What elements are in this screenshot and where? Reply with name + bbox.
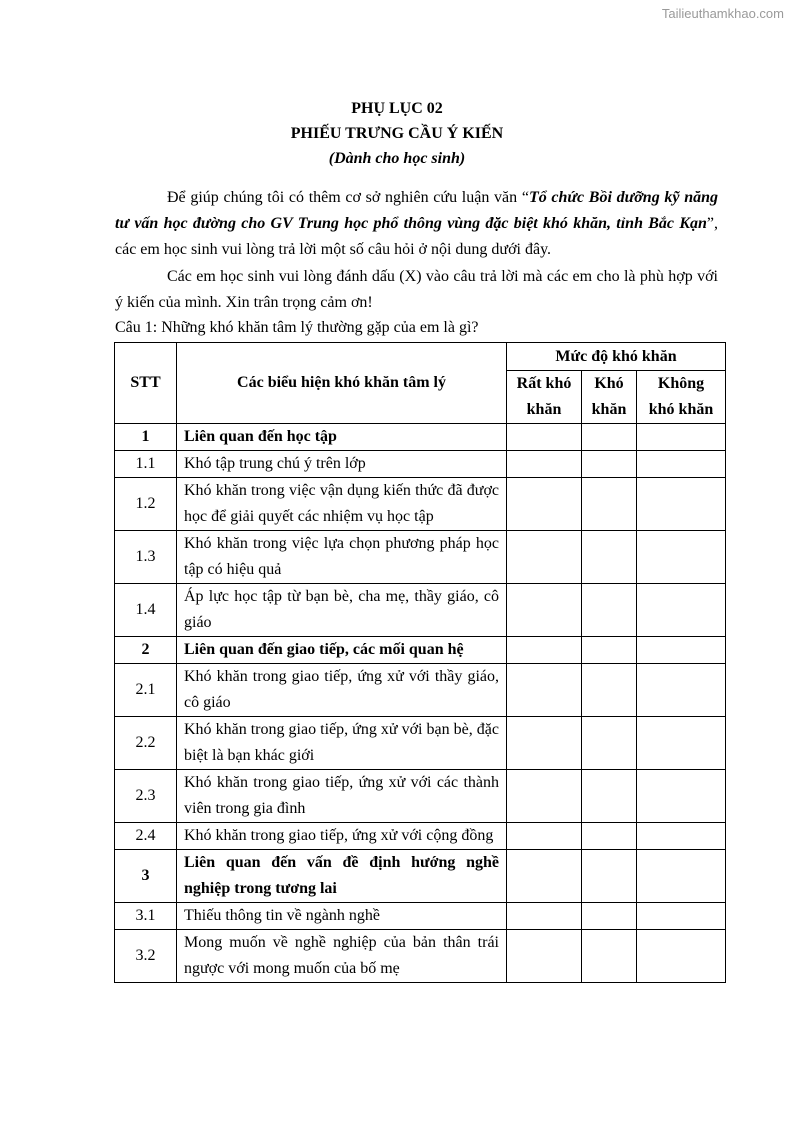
- instruction-text: Các em học sinh vui lòng đánh dấu (X) vào câu trả lời mà các em cho là phù hợp với ý kiến của mình. Xin trân trọng cảm ơn!: [115, 268, 718, 311]
- answer-cell-difficult[interactable]: [582, 478, 637, 531]
- table-row: [115, 584, 726, 637]
- answer-cell-not-difficult[interactable]: [637, 451, 726, 478]
- answer-cell-difficult[interactable]: [582, 770, 637, 823]
- row-description: Liên quan đến giao tiếp, các mối quan hệ: [177, 637, 507, 664]
- answer-cell-very-difficult[interactable]: [507, 717, 582, 770]
- answer-cell-not-difficult[interactable]: [637, 424, 726, 451]
- answer-cell-difficult[interactable]: [582, 664, 637, 717]
- instruction-paragraph: [115, 264, 718, 316]
- answer-cell-not-difficult[interactable]: [637, 664, 726, 717]
- answer-cell-difficult[interactable]: [582, 584, 637, 637]
- answer-cell-very-difficult[interactable]: [507, 584, 582, 637]
- answer-cell-very-difficult[interactable]: [507, 531, 582, 584]
- answer-cell-not-difficult[interactable]: [637, 584, 726, 637]
- row-stt: 1.1: [115, 451, 177, 478]
- table-row: [115, 770, 726, 823]
- table-group-row: [115, 637, 726, 664]
- row-stt: 1.4: [115, 584, 177, 637]
- answer-cell-not-difficult[interactable]: [637, 850, 726, 903]
- question-1: Câu 1: Những khó khăn tâm lý thường gặp của em là gì?: [115, 319, 479, 336]
- row-stt: 2.3: [115, 770, 177, 823]
- row-description: Mong muốn về nghề nghiệp của bản thân trái ngược với mong muốn của bố mẹ: [177, 930, 507, 983]
- row-stt: 3.2: [115, 930, 177, 983]
- table-row: [115, 903, 726, 930]
- table-row: [115, 531, 726, 584]
- row-description: Liên quan đến học tập: [177, 424, 507, 451]
- answer-cell-very-difficult[interactable]: [507, 451, 582, 478]
- row-description: Khó khăn trong giao tiếp, ứng xử với bạn bè, đặc biệt là bạn khác giới: [177, 717, 507, 770]
- header-description: Các biểu hiện khó khăn tâm lý: [177, 343, 507, 424]
- row-stt: 2.2: [115, 717, 177, 770]
- table-row: [115, 478, 726, 531]
- row-description: Áp lực học tập từ bạn bè, cha mẹ, thầy giáo, cô giáo: [177, 584, 507, 637]
- page-subtitle: (Dành cho học sinh): [328, 150, 466, 167]
- answer-cell-not-difficult[interactable]: [637, 770, 726, 823]
- row-stt: 2.1: [115, 664, 177, 717]
- survey-table: [114, 342, 726, 983]
- row-description: Khó khăn trong giao tiếp, ứng xử với cộng đồng: [177, 823, 507, 850]
- answer-cell-difficult[interactable]: [582, 850, 637, 903]
- answer-cell-difficult[interactable]: [582, 637, 637, 664]
- answer-cell-very-difficult[interactable]: [507, 930, 582, 983]
- table-group-row: [115, 424, 726, 451]
- row-stt: 1.2: [115, 478, 177, 531]
- answer-cell-difficult[interactable]: [582, 717, 637, 770]
- table-row: [115, 930, 726, 983]
- answer-cell-not-difficult[interactable]: [637, 823, 726, 850]
- answer-cell-not-difficult[interactable]: [637, 903, 726, 930]
- answer-cell-very-difficult[interactable]: [507, 478, 582, 531]
- answer-cell-very-difficult[interactable]: [507, 903, 582, 930]
- row-description: Khó khăn trong việc lựa chọn phương pháp học tập có hiệu quả: [177, 531, 507, 584]
- intro-paragraph: [115, 185, 718, 263]
- row-stt: 2: [115, 637, 177, 664]
- answer-cell-difficult[interactable]: [582, 451, 637, 478]
- watermark: Tailieuthamkhao.com: [661, 6, 784, 21]
- answer-cell-not-difficult[interactable]: [637, 930, 726, 983]
- answer-cell-not-difficult[interactable]: [637, 717, 726, 770]
- row-description: Khó khăn trong giao tiếp, ứng xử với các thành viên trong gia đình: [177, 770, 507, 823]
- row-description: Khó tập trung chú ý trên lớp: [177, 451, 507, 478]
- row-stt: 1: [115, 424, 177, 451]
- header-stt: STT: [115, 343, 177, 424]
- row-description: Khó khăn trong việc vận dụng kiến thức đã được học để giải quyết các nhiệm vụ học tập: [177, 478, 507, 531]
- document-header: [0, 96, 794, 171]
- thesis-title: Tổ chức Bồi dưỡng kỹ năng tư vấn học đường cho GV Trung học phổ thông vùng đặc biệt khó khăn, tỉnh Bắc Kạn: [115, 189, 718, 232]
- answer-cell-difficult[interactable]: [582, 930, 637, 983]
- header-level-difficult: Khó khăn: [582, 371, 637, 424]
- answer-cell-very-difficult[interactable]: [507, 770, 582, 823]
- answer-cell-not-difficult[interactable]: [637, 478, 726, 531]
- row-stt: 3: [115, 850, 177, 903]
- answer-cell-very-difficult[interactable]: [507, 424, 582, 451]
- row-description: Liên quan đến vấn đề định hướng nghề nghiệp trong tương lai: [177, 850, 507, 903]
- header-difficulty-level: Mức độ khó khăn: [507, 343, 726, 371]
- answer-cell-very-difficult[interactable]: [507, 664, 582, 717]
- intro-part2: ”, các em học sinh vui lòng trả lời một số câu hỏi ở nội dung dưới đây.: [115, 215, 718, 258]
- intro-part1: Để giúp chúng tôi có thêm cơ sở nghiên cứu luận văn “: [167, 189, 529, 206]
- row-description: Khó khăn trong giao tiếp, ứng xử với thầy giáo, cô giáo: [177, 664, 507, 717]
- table-row: [115, 664, 726, 717]
- appendix-label: PHỤ LỤC 02: [351, 100, 443, 117]
- header-level-not-difficult: Không khó khăn: [637, 371, 726, 424]
- table-row: [115, 717, 726, 770]
- row-stt: 3.1: [115, 903, 177, 930]
- answer-cell-difficult[interactable]: [582, 424, 637, 451]
- row-description: Thiếu thông tin về ngành nghề: [177, 903, 507, 930]
- table-row: [115, 451, 726, 478]
- answer-cell-not-difficult[interactable]: [637, 531, 726, 584]
- answer-cell-very-difficult[interactable]: [507, 850, 582, 903]
- table-group-row: [115, 850, 726, 903]
- row-stt: 1.3: [115, 531, 177, 584]
- answer-cell-not-difficult[interactable]: [637, 637, 726, 664]
- answer-cell-difficult[interactable]: [582, 823, 637, 850]
- header-level-very-difficult: Rất khó khăn: [507, 371, 582, 424]
- row-stt: 2.4: [115, 823, 177, 850]
- answer-cell-very-difficult[interactable]: [507, 823, 582, 850]
- table-row: [115, 823, 726, 850]
- page-title: PHIẾU TRƯNG CẦU Ý KIẾN: [290, 125, 504, 142]
- answer-cell-difficult[interactable]: [582, 531, 637, 584]
- answer-cell-very-difficult[interactable]: [507, 637, 582, 664]
- answer-cell-difficult[interactable]: [582, 903, 637, 930]
